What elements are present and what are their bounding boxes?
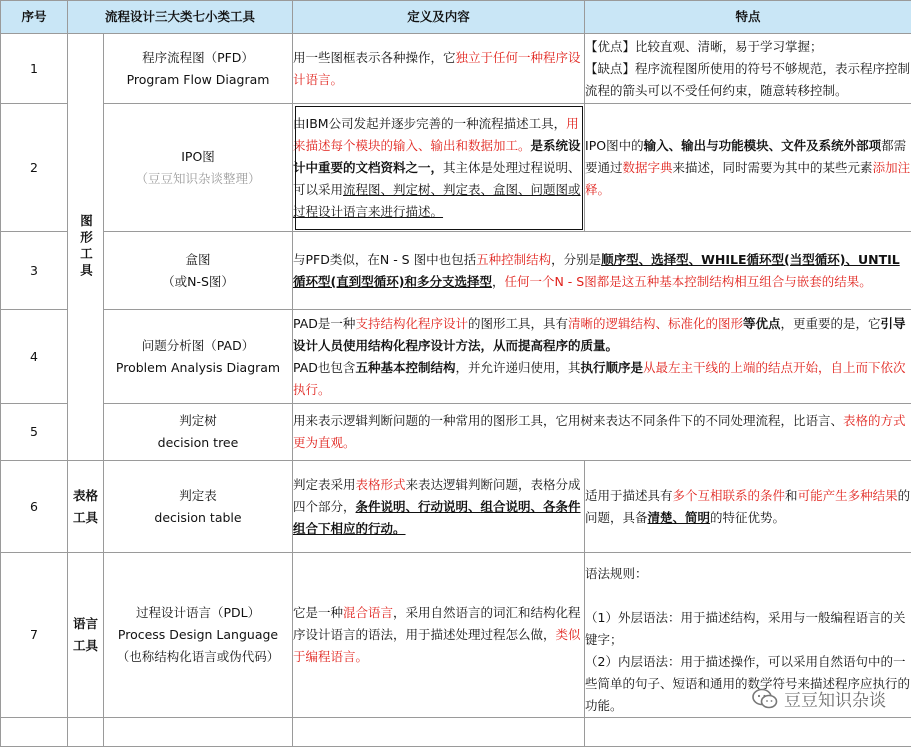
definition: [293, 404, 911, 461]
text-segment: 与PFD类似，在N - S 图中也包括: [293, 252, 476, 267]
definition: [293, 310, 911, 404]
text-segment: 表格形式: [356, 477, 406, 492]
text-segment: 的图形工具，具有: [468, 316, 568, 331]
tool-en: decision tree: [104, 432, 292, 454]
tool-cn: IPO图: [104, 146, 292, 168]
text-segment: 五种基本控制结构: [355, 360, 455, 375]
text-segment: 的特征优势。: [710, 510, 785, 525]
tool-name: [104, 104, 293, 232]
text-segment: 适用于描述具有: [585, 488, 673, 503]
text-segment: 五种控制结构: [476, 252, 551, 267]
tool-extra: （也称结构化语言或伪代码）: [104, 646, 292, 668]
header-row: [1, 1, 911, 34]
tool-cn: 问题分析图（PAD）: [104, 335, 292, 357]
definition: [293, 34, 585, 104]
blank-cell: [104, 718, 293, 747]
text-segment: 条件说明、行动说明、组合说明、各条件组合下相应的行动。: [293, 499, 581, 536]
text-segment: 任何一个N - S图都是这五种基本控制结构相互组合与嵌套的结果。: [504, 274, 871, 289]
definition: [293, 232, 911, 310]
text-segment: 【优点】比较直观、清晰，易于学习掌握；: [585, 39, 823, 54]
text-segment: 【缺点】程序流程图所使用的符号不够规范，表示程序控制流程的箭头可以不受任何约束，随意转移控制。: [585, 61, 910, 98]
text-segment: 执行顺序是: [580, 360, 643, 375]
text-segment: 类似于编程语言。: [293, 627, 581, 664]
text-segment: 的问题，具备: [585, 488, 910, 525]
header-tool: 流程设计三大类七小类工具: [68, 1, 293, 34]
tool-name: [104, 461, 293, 553]
tool-cn: 过程设计语言（PDL）: [104, 602, 292, 624]
text-segment: ，并允许递归使用，其: [455, 360, 580, 375]
text-segment: 流程图、判定树、判定表、盒图、问题图或过程设计语言来进行描述。: [293, 182, 581, 219]
text-segment: （2）内层语法：用于描述操作，可以采用自然语句中的一些简单的句子、短语和通用的数学符号来描述程序应执行的功能。: [585, 654, 910, 713]
group-language: [68, 553, 104, 718]
text-segment: 引导设计人员使用结构化程序设计方法，从而提高程序的质量。: [293, 316, 906, 353]
tool-en: decision table: [104, 507, 292, 529]
features: [585, 104, 911, 232]
text-segment: 添加注释。: [585, 160, 910, 197]
text-segment: 来表达逻辑判断问题，表格分成四个部分，: [293, 477, 581, 514]
blank-cell: [585, 718, 911, 747]
tool-en: Process Design Language: [104, 624, 292, 646]
text-segment: 来描述，同时需要为其中的某些元素: [673, 160, 873, 175]
header-def: 定义及内容: [293, 1, 585, 34]
row-num: 6: [1, 461, 68, 553]
group-language-label: 语言工具: [71, 613, 101, 657]
table-row: [1, 310, 911, 404]
text-segment: 数据字典: [623, 160, 673, 175]
tool-name: [104, 553, 293, 718]
tool-en: Program Flow Diagram: [104, 69, 292, 91]
text-segment: 输入、输出与功能模块、文件及系统外部项: [644, 138, 882, 153]
text-segment: （1）外层语法：用于描述结构，采用与一般编程语言的关键字；: [585, 610, 905, 647]
text-segment: 它是一种: [293, 605, 343, 620]
table-row: [1, 34, 911, 104]
text-segment: 用来描述每个模块的输入、输出和数据加工。: [293, 116, 579, 153]
text-segment: ，采用自然语言的词汇和结构化程序设计语言的语法，用于描述处理过程怎么做，: [293, 605, 581, 642]
row-num: 7: [1, 553, 68, 718]
tool-cn: 判定表: [104, 485, 292, 507]
header-feat: 特点: [585, 1, 911, 34]
table-row: [1, 104, 911, 232]
text-segment: 等优点: [743, 316, 781, 331]
text-segment: 独立于任何一种程序设计语言。: [293, 50, 581, 87]
text-segment: 是系统设计中重要的文档资料之一，: [293, 138, 581, 175]
text-segment: 用一些图框表示各种操作，它: [293, 50, 456, 65]
blank-cell: [1, 718, 68, 747]
text-segment: 和: [785, 488, 798, 503]
watermark-text: 豆豆知识杂谈: [784, 686, 886, 711]
table-row: [1, 404, 911, 461]
text-segment: 都需要通过: [585, 138, 906, 175]
blank-cell: [293, 718, 585, 747]
tool-name: [104, 232, 293, 310]
text-segment: 语法规则：: [585, 566, 648, 581]
text-segment: PAD也包含: [293, 360, 355, 375]
text-segment: ，更重要的是，它: [781, 316, 881, 331]
tool-cn: 判定树: [104, 410, 292, 432]
features: [585, 34, 911, 104]
tool-sub: （豆豆知识杂谈整理）: [104, 168, 292, 190]
blank-cell: [68, 718, 104, 747]
text-segment: 多个互相联系的条件: [673, 488, 786, 503]
text-segment: ，: [492, 274, 505, 289]
row-num: 4: [1, 310, 68, 404]
group-graphic: 图形工具: [68, 34, 104, 461]
tool-name: [104, 310, 293, 404]
tool-cn: 盒图: [104, 249, 292, 271]
group-table: [68, 461, 104, 553]
text-segment: 支持结构化程序设计: [355, 316, 468, 331]
definition: [293, 104, 585, 232]
row-num: 5: [1, 404, 68, 461]
text-segment: 从最左主干线的上端的结点开始，自上而下依次执行。: [293, 360, 905, 397]
definition: [293, 553, 585, 718]
text-segment: 清楚、简明: [648, 510, 711, 525]
header-num: 序号: [1, 1, 68, 34]
definition: [293, 461, 585, 553]
tool-en: Problem Analysis Diagram: [104, 357, 292, 379]
text-segment: 由IBM公司发起并逐步完善的一种流程描述工具，: [293, 116, 566, 131]
watermark: [752, 686, 886, 711]
tool-cn: 程序流程图（PFD）: [104, 47, 292, 69]
blank-row: [1, 718, 911, 747]
features: [585, 461, 911, 553]
table-row: [1, 232, 911, 310]
text-segment: 混合语言: [343, 605, 393, 620]
text-segment: 表格的方式更为直观。: [293, 413, 906, 450]
row-num: 1: [1, 34, 68, 104]
text-segment: ，分别是: [551, 252, 601, 267]
text-segment: 判定表采用: [293, 477, 356, 492]
group-table-label: 表格工具: [71, 485, 101, 529]
text-segment: 用来表示逻辑判断问题的一种常用的图形工具，它用树来表达不同条件下的不同处理流程，比语言、: [293, 413, 843, 428]
table-row: [1, 461, 911, 553]
text-segment: 顺序型、选择型、WHILE循环型(当型循环)、UNTIL循环型(直到型循环)和多分支选择型: [293, 252, 900, 289]
tool-name: [104, 404, 293, 461]
text-segment: 可能产生多种结果: [798, 488, 898, 503]
text-segment: IPO图中的: [585, 138, 644, 153]
text-segment: 其主体是处理过程说明、可以采用: [293, 160, 581, 197]
wechat-icon: [752, 688, 778, 710]
row-num: 2: [1, 104, 68, 232]
row-num: 3: [1, 232, 68, 310]
text-segment: PAD是一种: [293, 316, 355, 331]
tool-en: （或N-S图）: [104, 271, 292, 293]
text-segment: 清晰的逻辑结构、标准化的图形: [568, 316, 743, 331]
tool-name: [104, 34, 293, 104]
